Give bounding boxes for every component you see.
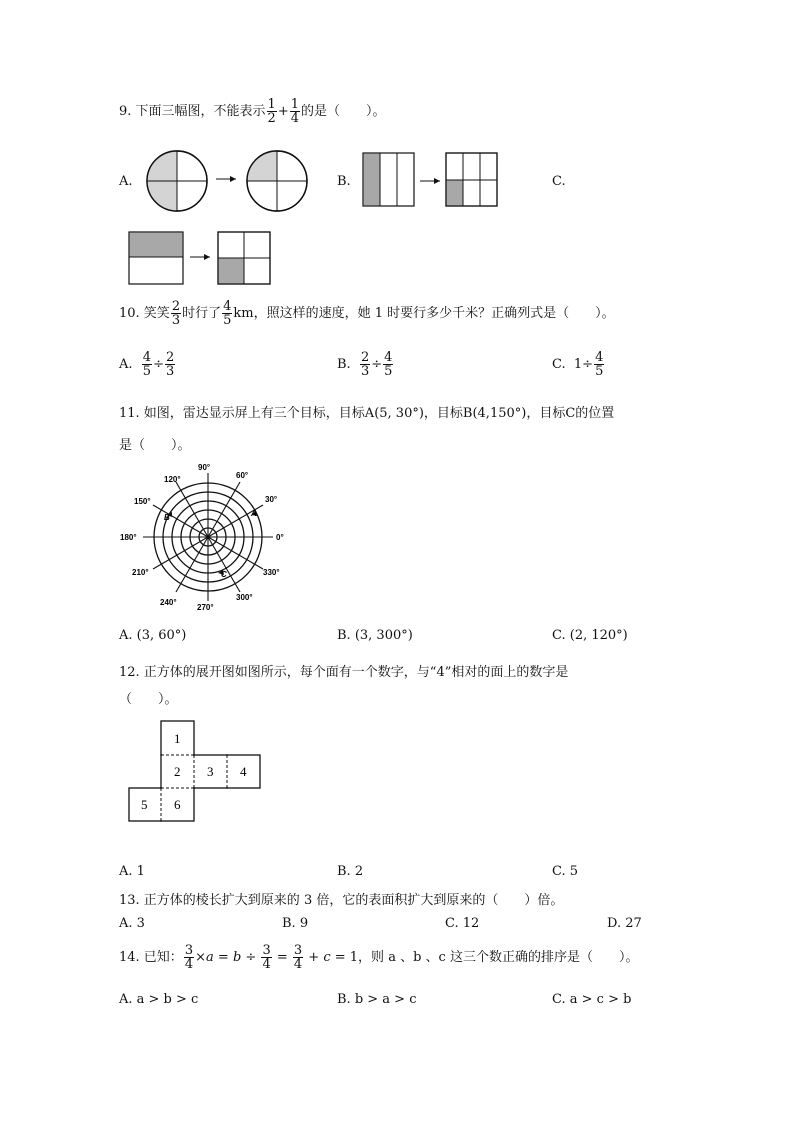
q10-option-b: B. $\frac{2}{3}$ ÷ $\frac{4}{5}$ <box>337 350 393 379</box>
radar-label: 120° <box>164 475 181 484</box>
target-a-label: A <box>251 509 257 518</box>
q11-option-b: B. (3, 300°) <box>337 628 413 643</box>
q10-stem <box>119 300 615 327</box>
q14-option-a: A. a > b > c <box>119 992 199 1007</box>
q9-suffix: 的是（ ）。 <box>301 104 386 119</box>
q10-option-c: C. 1÷ $\frac{4}{5}$ <box>552 350 604 379</box>
fraction: $\frac{3}{4}$ <box>262 943 271 972</box>
q12-option-b: B. 2 <box>337 864 364 879</box>
fraction: $\frac{4}{5}$ <box>142 350 152 379</box>
q12-option-a: A. 1 <box>119 864 145 879</box>
radar-label: 270° <box>197 603 214 612</box>
q11-option-a: A. (3, 60°) <box>119 628 187 643</box>
q9-option-b-figure <box>362 152 502 212</box>
q10-option-a: A. $\frac{4}{5}$ ÷ $\frac{2}{3}$ <box>119 350 175 379</box>
fraction: $\frac{2}{3}$ <box>171 299 181 328</box>
cube-face-1: 1 <box>174 731 181 746</box>
q13-stem: 13. 正方体的棱长扩大到原来的 3 倍，它的表面积扩大到原来的（ ）倍。 <box>119 893 564 908</box>
radar-diagram <box>118 460 298 615</box>
q13-option-c: C. 12 <box>445 916 480 931</box>
cube-face-2: 2 <box>174 764 181 779</box>
q13-option-d: D. 27 <box>607 916 642 931</box>
radar-label: 150° <box>134 497 151 506</box>
cube-face-6: 6 <box>174 797 181 812</box>
radar-label: 300° <box>236 593 253 602</box>
radar-label: 60° <box>236 471 249 480</box>
plus-sign: + <box>277 104 289 119</box>
fraction: $\frac{2}{3}$ <box>165 350 175 379</box>
fraction: $\frac{4}{5}$ <box>595 350 604 379</box>
cube-face-5: 5 <box>141 797 148 812</box>
q13-option-b: B. 9 <box>282 916 309 931</box>
cube-net-diagram <box>128 720 268 824</box>
target-c-label: C <box>221 570 227 579</box>
q9-option-c-figure <box>128 230 278 290</box>
q10-suffix: ，照这样的速度，她 1 时要行多少千米？正确列式是（ ）。 <box>253 306 615 321</box>
q14-prefix: 14. 已知： <box>119 950 183 965</box>
q10-prefix: 10. 笑笑 <box>119 306 170 321</box>
fraction: $\frac{2}{3}$ <box>360 350 370 379</box>
fraction: $\frac{3}{4}$ <box>184 943 194 972</box>
q9-option-a-figure <box>140 148 320 218</box>
q9-prefix: 9. 下面三幅图，不能表示 <box>119 104 266 119</box>
q14-stem: 14. 已知： $\frac{3}{4}$ ×a = b ÷ $\frac{3}{4}$ = $\frac{3}{4}$ + c = 1，则 a 、b 、c 这三个数正确的排序是（ ）。 <box>119 943 639 972</box>
q14-option-b: B. b > a > c <box>337 992 417 1007</box>
q10-unit: km <box>233 306 254 321</box>
q9-option-a-label: A. <box>119 174 133 189</box>
radar-label: 180° <box>120 533 137 542</box>
q9-stem <box>119 98 386 125</box>
q11-option-c: C. (2, 120°) <box>552 628 628 643</box>
cube-face-3: 3 <box>207 764 214 779</box>
fraction: $\frac{1}{4}$ <box>290 97 300 126</box>
radar-label: 330° <box>263 568 280 577</box>
fraction: $\frac{1}{2}$ <box>267 97 276 126</box>
q14-suffix: = 1，则 a 、b 、c 这三个数正确的排序是（ ）。 <box>334 950 639 965</box>
fraction: $\frac{4}{5}$ <box>384 350 393 379</box>
cube-face-4: 4 <box>240 764 247 779</box>
q12-option-c: C. 5 <box>552 864 579 879</box>
q10-mid: 时行了 <box>182 306 222 321</box>
q9-option-b-label: B. <box>337 174 351 189</box>
q12-line2: （ ）。 <box>119 692 178 707</box>
radar-label: 210° <box>132 568 149 577</box>
fraction: $\frac{4}{5}$ <box>223 299 232 328</box>
q11-line2: 是（ ）。 <box>119 438 191 453</box>
radar-label: 240° <box>160 598 177 607</box>
q14-option-c: C. a > c > b <box>552 992 632 1007</box>
radar-label: 0° <box>276 533 284 542</box>
fraction: $\frac{3}{4}$ <box>293 943 303 972</box>
radar-label: 30° <box>265 495 278 504</box>
target-b-label: B <box>164 513 170 522</box>
q9-option-c-label: C. <box>552 174 566 189</box>
q11-line1: 11. 如图，雷达显示屏上有三个目标，目标A(5, 30°)，目标B(4,150°)，目标C的位置 <box>119 406 615 421</box>
q13-option-a: A. 3 <box>119 916 145 931</box>
radar-label: 90° <box>198 463 211 472</box>
q12-line1: 12. 正方体的展开图如图所示，每个面有一个数字，与“4”相对的面上的数字是 <box>119 665 569 680</box>
